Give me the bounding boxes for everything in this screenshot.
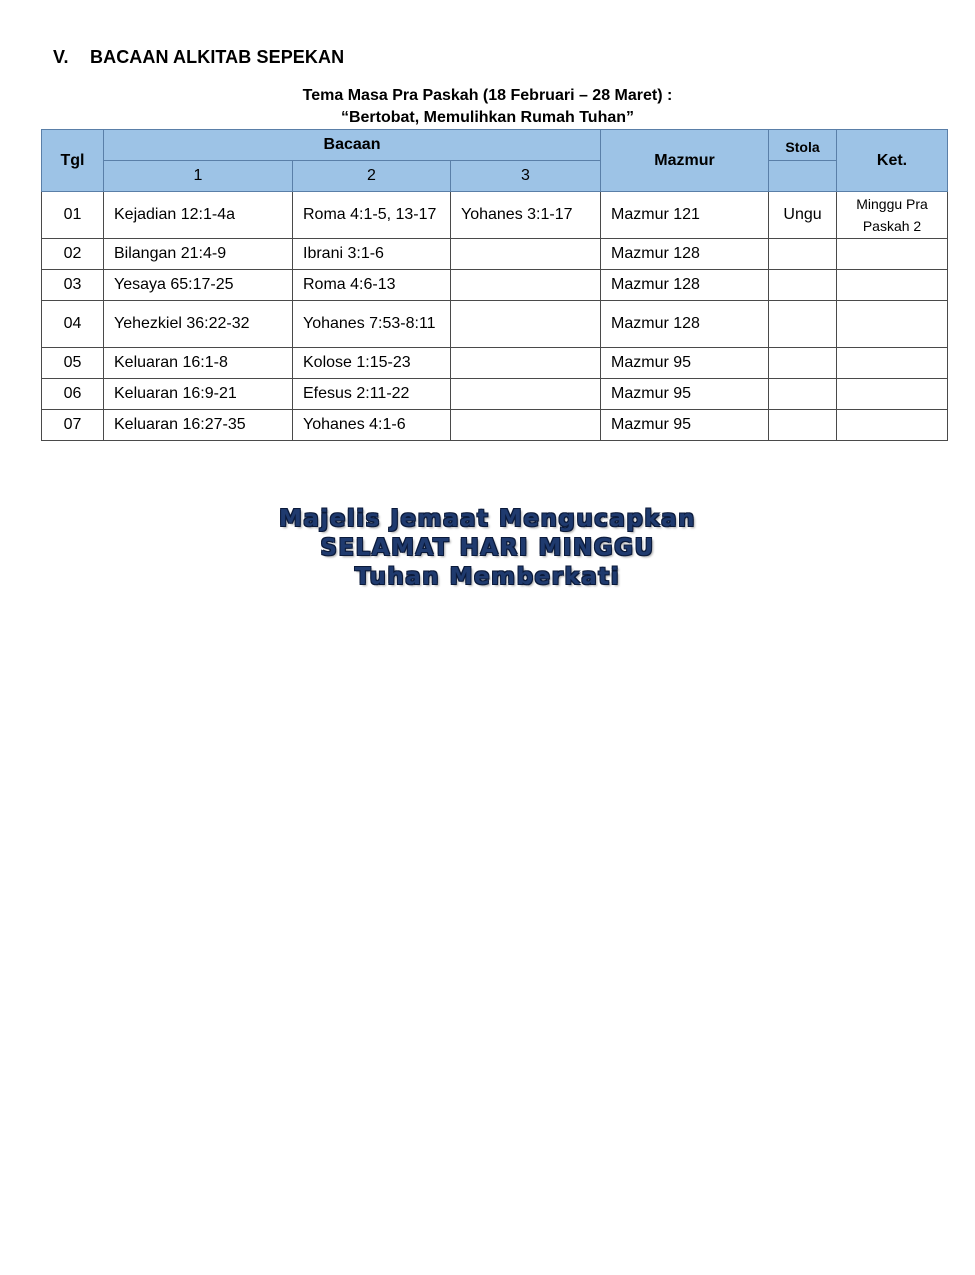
- section-heading: [53, 47, 344, 68]
- header-stola: Stola: [769, 130, 837, 161]
- cell-mazmur: Mazmur 95: [601, 379, 769, 410]
- cell-bacaan-2: Roma 4:1-5, 13-17: [293, 192, 451, 239]
- cell-bacaan-1: Keluaran 16:9-21: [104, 379, 293, 410]
- closing-line-2: SELAMAT HARI MINGGU: [320, 535, 655, 561]
- closing-greeting: [0, 505, 975, 592]
- theme-line-2: “Bertobat, Memulihkan Rumah Tuhan”: [340, 109, 635, 126]
- header-tgl: Tgl: [42, 130, 104, 192]
- header-ket: Ket.: [837, 130, 948, 192]
- cell-stola: Ungu: [769, 192, 837, 239]
- header-mazmur: Mazmur: [601, 130, 769, 192]
- cell-stola: [769, 410, 837, 441]
- cell-mazmur: Mazmur 95: [601, 410, 769, 441]
- cell-ket: [837, 270, 948, 301]
- cell-stola: [769, 301, 837, 348]
- cell-stola: [769, 379, 837, 410]
- header-stola-blank: [769, 161, 837, 192]
- cell-bacaan-1: Yesaya 65:17-25: [104, 270, 293, 301]
- cell-mazmur: Mazmur 128: [601, 301, 769, 348]
- section-number: V.: [53, 47, 69, 67]
- cell-bacaan-1: Bilangan 21:4-9: [104, 239, 293, 270]
- reading-schedule-table: [41, 129, 948, 441]
- cell-ket: [837, 410, 948, 441]
- cell-bacaan-3: [451, 410, 601, 441]
- cell-ket: [837, 301, 948, 348]
- cell-tgl: 03: [42, 270, 104, 301]
- cell-ket: Minggu Pra Paskah 2: [837, 192, 948, 239]
- cell-bacaan-3: [451, 301, 601, 348]
- cell-tgl: 01: [42, 192, 104, 239]
- cell-stola: [769, 270, 837, 301]
- cell-mazmur: Mazmur 95: [601, 348, 769, 379]
- cell-bacaan-2: Yohanes 4:1-6: [293, 410, 451, 441]
- cell-bacaan-3: Yohanes 3:1-17: [451, 192, 601, 239]
- cell-tgl: 07: [42, 410, 104, 441]
- cell-tgl: 04: [42, 301, 104, 348]
- header-bacaan-2: 2: [293, 161, 451, 192]
- cell-bacaan-2: Yohanes 7:53-8:11: [293, 301, 451, 348]
- cell-ket: [837, 379, 948, 410]
- header-bacaan: Bacaan: [104, 130, 601, 161]
- cell-stola: [769, 348, 837, 379]
- theme-line-1: Tema Masa Pra Paskah (18 Februari – 28 Maret) :: [302, 87, 673, 104]
- cell-mazmur: Mazmur 128: [601, 239, 769, 270]
- cell-tgl: 05: [42, 348, 104, 379]
- table-row: [42, 379, 948, 410]
- cell-tgl: 06: [42, 379, 104, 410]
- header-bacaan-1: 1: [104, 161, 293, 192]
- theme-caption: [0, 85, 975, 129]
- cell-bacaan-2: Roma 4:6-13: [293, 270, 451, 301]
- cell-bacaan-3: [451, 239, 601, 270]
- table-row: [42, 410, 948, 441]
- cell-tgl: 02: [42, 239, 104, 270]
- closing-line-3: Tuhan Memberkati: [354, 564, 621, 590]
- header-bacaan-3: 3: [451, 161, 601, 192]
- cell-bacaan-1: Kejadian 12:1-4a: [104, 192, 293, 239]
- cell-ket: [837, 239, 948, 270]
- cell-bacaan-3: [451, 270, 601, 301]
- cell-bacaan-3: [451, 379, 601, 410]
- cell-ket: [837, 348, 948, 379]
- table-row: [42, 270, 948, 301]
- cell-bacaan-1: Keluaran 16:27-35: [104, 410, 293, 441]
- table-row: [42, 301, 948, 348]
- section-title: BACAAN ALKITAB SEPEKAN: [90, 47, 345, 67]
- table-row: [42, 239, 948, 270]
- table-row: [42, 348, 948, 379]
- cell-mazmur: Mazmur 121: [601, 192, 769, 239]
- closing-line-1: Majelis Jemaat Mengucapkan: [278, 506, 697, 532]
- cell-bacaan-2: Ibrani 3:1-6: [293, 239, 451, 270]
- cell-mazmur: Mazmur 128: [601, 270, 769, 301]
- cell-bacaan-1: Keluaran 16:1-8: [104, 348, 293, 379]
- cell-stola: [769, 239, 837, 270]
- table-row: [42, 192, 948, 239]
- cell-bacaan-3: [451, 348, 601, 379]
- cell-bacaan-1: Yehezkiel 36:22-32: [104, 301, 293, 348]
- cell-bacaan-2: Kolose 1:15-23: [293, 348, 451, 379]
- cell-bacaan-2: Efesus 2:11-22: [293, 379, 451, 410]
